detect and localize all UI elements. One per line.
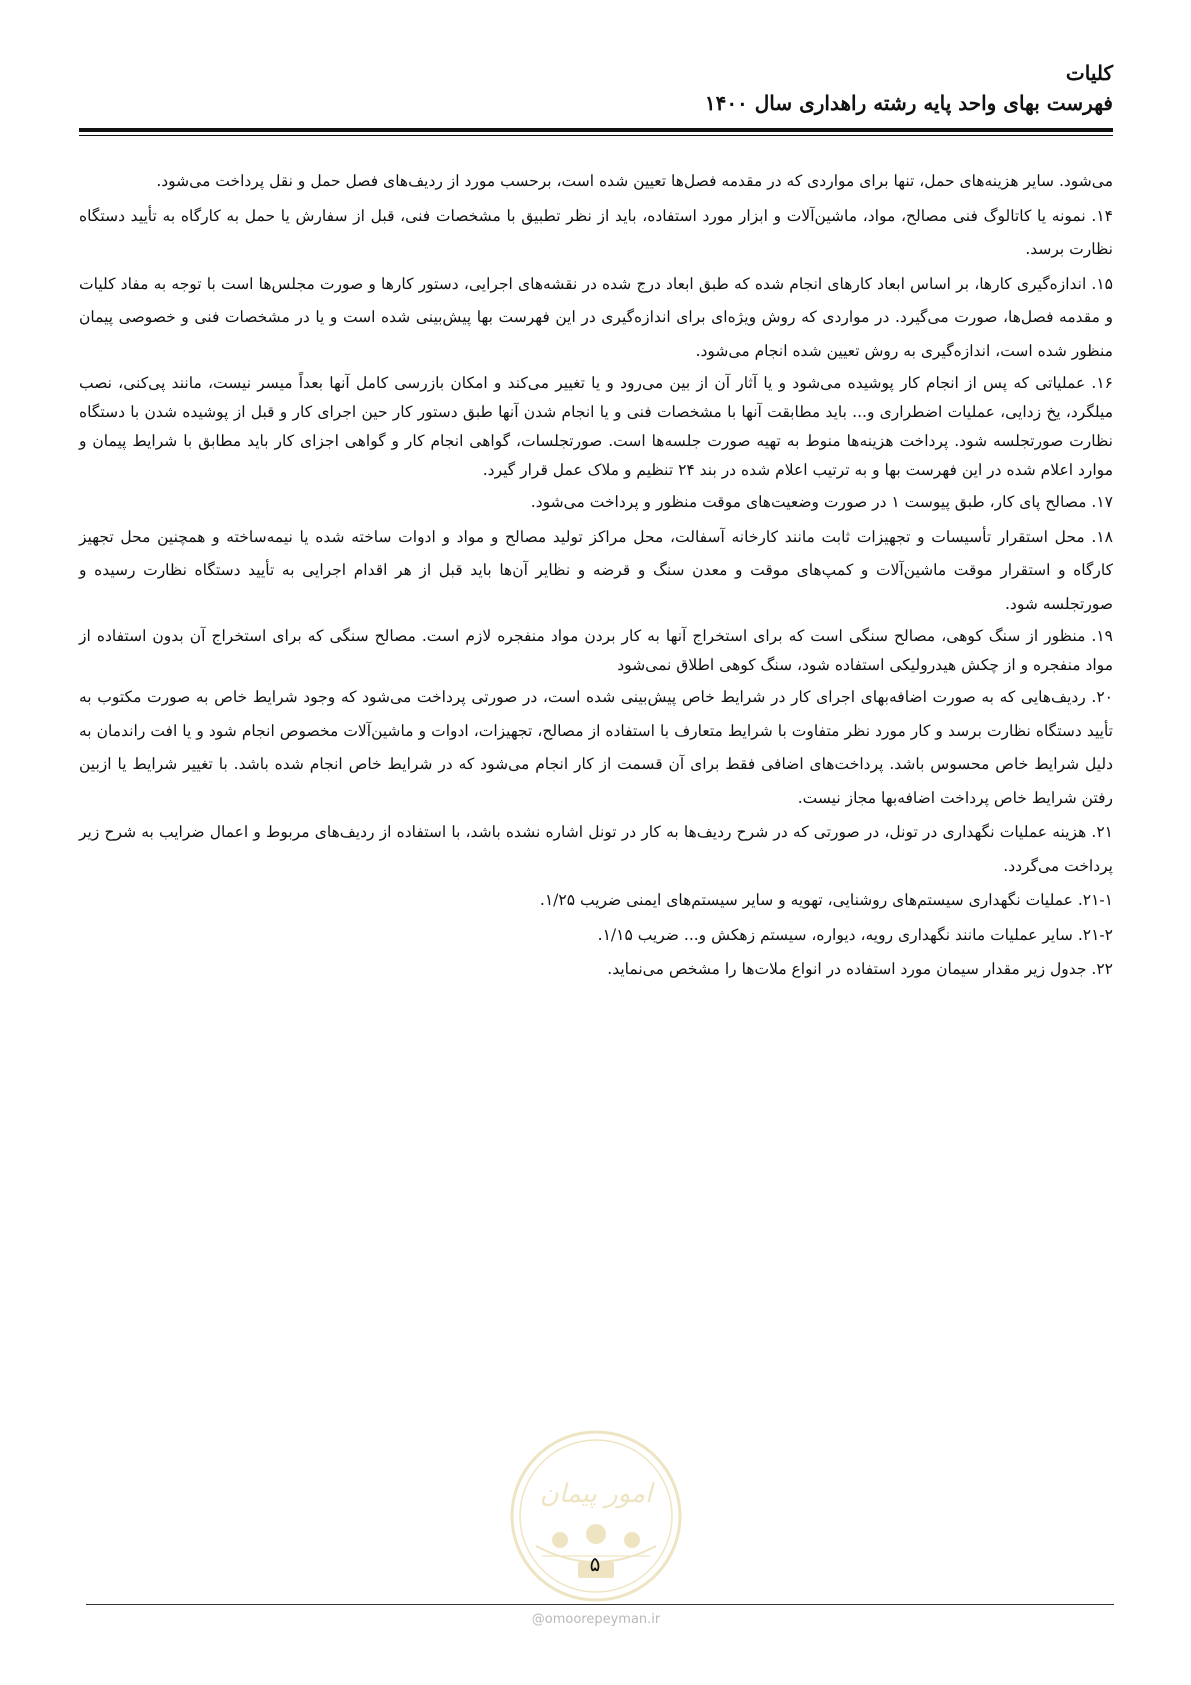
paragraph-21-2: ۲۱-۲. سایر عملیات مانند نگهداری رویه، دیواره، سیستم زهکش و... ضریب ۱/۱۵. <box>597 925 1113 944</box>
paragraph-21-1: ۲۱-۱. عملیات نگهداری سیستم‌های روشنایی، تهویه و سایر سیستم‌های ایمنی ضریب ۱/۲۵. <box>539 891 1113 909</box>
body-text <box>79 165 1113 988</box>
paragraph-17: ۱۷. مصالح پای کار، طبق پیوست ۱ در صورت وضعیت‌های موقت منظور و پرداخت می‌شود. <box>530 493 1113 511</box>
header-rule-thick <box>79 128 1113 132</box>
seal-logo-lettering: امور پیمان <box>539 1479 653 1509</box>
paragraph-16: ۱۶. عملیاتی که پس از انجام کار پوشیده می‌شود و یا آثار آن از بین می‌رود و یا تغییر می‌کند و امکان بازرسی کامل آنها بعداً میسر نیست، مانند پی‌کنی، نصب میلگرد، یخ زدایی، عملیات اضطراری و... باید مطابقت آنها با مشخصات فنی و یا انجام شدن آنها طبق دستور کار حین اجرای کار و قبل از پوشیده شدن با دستگاه نظارت صورتجلسه شود. پرداخت هزینه‌ها منوط به تهیه صورت جلسه‌ها است. صورتجلسات، گواهی انجام کار و گواهی اجزای کار باید مطابق با شرایط پیمان و موارد اعلام شده در این فهرست بها و به ترتیب اعلام شده در بند ۲۴ تنظیم و ملاک عمل قرار گیرد. <box>79 374 1113 479</box>
paragraph-20: ۲۰. ردیف‌هایی که به صورت اضافه‌بهای اجرای کار در شرایط خاص پیش‌بینی شده است، در صورتی پرداخت می‌شود که وجود شرایط خاص به صورت مکتوب به تأیید دستگاه نظارت برسد و کار مورد نظر متفاوت با شرایط متعارف با استفاده از مصالح، تجهیزات، ادوات و ماشین‌آلات مخصوص انجام شود و یا افت راندمان به دلیل شرایط خاص محسوس باشد. پرداخت‌های اضافی فقط برای آن قسمت از کار انجام می‌شود که در شرایط خاص انجام شده باشد. با تغییر شرایط یا ازبین رفتن شرایط خاص پرداخت اضافه‌بها مجاز نیست. <box>79 688 1113 807</box>
paragraph-19: ۱۹. منظور از سنگ کوهی، مصالح سنگی است که برای استخراج آنها به کار بردن مواد منفجره لازم است. مصالح سنگی که برای استخراج آن بدون استفاده از مواد منفجره و از چکش هیدرولیکی استفاده شود، سنگ کوهی اطلاق نمی‌شود <box>79 627 1113 674</box>
page-header <box>79 58 1113 118</box>
header-rule-thin <box>79 135 1113 136</box>
paragraph-18: ۱۸. محل استقرار تأسیسات و تجهیزات ثابت مانند کارخانه آسفالت، محل مراکز تولید مصالح و مواد و ادوات ساخته شده یا نیمه‌ساخته و همچنین محل تجهیز کارگاه و استقرار موقت ماشین‌آلات و کمپ‌های موقت و معدن سنگ و قرضه و نظایر آن‌ها باید قبل از هر اقدام اجرایی به تأیید دستگاه نظارت رسیده و صورتجلسه شود. <box>79 527 1113 613</box>
page-number: ۵ <box>589 1552 601 1576</box>
omoorepeyman-seal-icon <box>508 1428 684 1604</box>
section-title: کلیات <box>1065 61 1113 85</box>
paragraph-continuation: می‌شود. سایر هزینه‌های حمل، تنها برای مواردی که در مقدمه فصل‌ها تعیین شده است، برحسب مورد از ردیف‌های فصل حمل و نقل پرداخت می‌شود. <box>156 172 1113 190</box>
paragraph-21: ۲۱. هزینه عملیات نگهداری در تونل، در صورتی که در شرح ردیف‌ها به کار در تونل اشاره نشده باشد، با استفاده از ردیف‌های مربوط و اعمال ضرایب به شرح زیر پرداخت می‌گردد. <box>79 823 1113 875</box>
paragraph-14: ۱۴. نمونه یا کاتالوگ فنی مصالح، مواد، ماشین‌آلات و ابزار مورد استفاده، باید از نظر تطبیق با مشخصات فنی، قبل از سفارش یا حمل به کارگاه به تأیید دستگاه نظارت برسد. <box>79 206 1113 258</box>
footer-website: @omoorepeyman.ir <box>531 1612 661 1627</box>
paragraph-22: ۲۲. جدول زیر مقدار سیمان مورد استفاده در انواع ملات‌ها را مشخص می‌نماید. <box>607 960 1113 978</box>
paragraph-15: ۱۵. اندازه‌گیری کارها، بر اساس ابعاد کارهای انجام شده که طبق ابعاد درج شده در نقشه‌های اجرایی، دستور کارها و صورت مجلس‌ها است با توجه به مفاد کلیات و مقدمه فصل‌ها، صورت می‌گیرد. در مواردی که روش ویژه‌ای برای اندازه‌گیری در این فهرست بها پیش‌بینی شده است و یا در مشخصات فنی و خصوصی پیمان منظور شده است، اندازه‌گیری به روش تعیین شده انجام می‌شود. <box>79 274 1114 360</box>
document-title: فهرست بهای واحد پایه رشته راهداری سال ۱۴۰۰ <box>704 91 1113 115</box>
footer-rule <box>86 1604 1114 1605</box>
